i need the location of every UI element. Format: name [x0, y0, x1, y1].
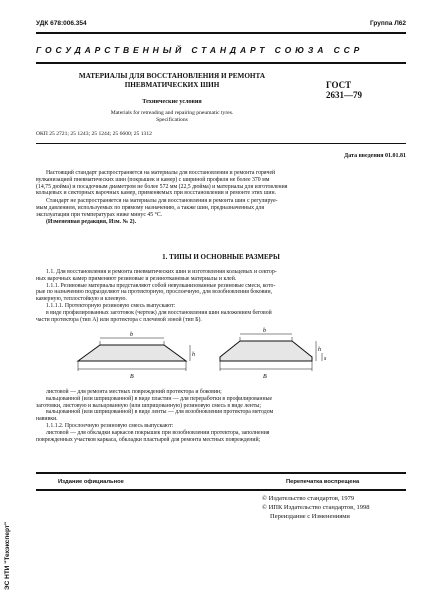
- text-line: заготовки, листовую и вальцованную (или шприцованную) резиновую смесь в виде ленты;: [36, 402, 261, 409]
- text-line: навивки.: [36, 416, 58, 423]
- document-subtitle: Технические условия: [142, 98, 202, 105]
- title-line-2: ПНЕВМАТИЧЕСКИХ ШИН: [124, 81, 220, 89]
- text-line: Настоящий стандарт распространяется на материалы для восстановления и ремонта горячей: [46, 170, 276, 176]
- footer-rule-lower: [36, 489, 406, 491]
- okp-codes: ОКП 25 2721; 25 1243; 25 1244; 25 6600; 25 1312: [36, 131, 152, 137]
- text-line: Стандарт не распространяется на материалы для восстановления и ремонта шин с регулируе-: [46, 198, 278, 204]
- dimension-label: s: [324, 356, 327, 362]
- state-standard-banner: ГОСУДАРСТВЕННЫЙ СТАНДАРТ СОЮЗА ССР: [36, 45, 364, 55]
- text-line: (14,75 дюйма) и посадочным диаметром не более 572 мм (22,5 дюйма) и материалы для изготовления: [36, 183, 288, 190]
- dimension-label: B: [130, 374, 134, 380]
- copyright-1979: © Издательство стандартов, 1979: [262, 495, 355, 502]
- text-line: ных варочных камер применяют резиновые и резинотканевые материалы и клей.: [36, 275, 237, 282]
- dimension-label: B: [263, 374, 267, 380]
- document-title: [62, 72, 282, 90]
- text-line: поврежденных участков каркаса, обкладки пластырей для ремонта местных повреждений;: [36, 436, 261, 443]
- dimension-label: b: [130, 332, 133, 338]
- section-text-before-figure: [36, 269, 406, 323]
- text-line: рые по назначению подразделяют на протекторную, прослоечную, для возобновления боковин,: [36, 289, 272, 296]
- footer-rule: [36, 472, 406, 474]
- text-line: листовой — для ремонта местных повреждений протектора и боковин;: [46, 389, 222, 395]
- tread-profile-type-b: [220, 328, 327, 380]
- title-line-1: МАТЕРИАЛЫ ДЛЯ ВОССТАНОВЛЕНИЯ И РЕМОНТА: [78, 72, 266, 80]
- effective-date: Дата введения 01.01.81: [344, 153, 406, 159]
- intro-paragraph-1: [36, 170, 406, 197]
- text-line: вулканизацией пневматических шин (покрышек и камер) с шириной профиля не более 370 мм: [36, 176, 270, 183]
- tread-profile-type-a: [78, 332, 195, 380]
- text-line: камерную, теплостойкую и клеевую.: [36, 296, 127, 303]
- techexpert-sidebar: ЭС НТИ "Техэксперт": [4, 521, 11, 590]
- text-line: эксплуатации при температурах ниже минус 45 °С.: [36, 211, 163, 218]
- section-text-after-figure: [36, 389, 406, 443]
- text-line: 1.1. Для восстановления и ремонта пневматических шин и изготовления кольцевых и сектор-: [46, 269, 277, 275]
- header-rule-top: [36, 32, 406, 34]
- reissue-note: Переиздание с Изменениями: [270, 513, 350, 520]
- tread-profiles-figure: [60, 327, 360, 382]
- okp-rule: [36, 143, 406, 144]
- copyright-1998: © ИПК Издательство стандартов, 1998: [262, 504, 370, 511]
- text-line: 1.1.1. Резиновые материалы представляют собой невулканизованные резиновые смеси, кото-: [46, 282, 276, 289]
- text-line: вальцованной (или шприцованной) в виде ленты — для возобновления протектора методом: [46, 409, 274, 416]
- english-title: [62, 110, 282, 124]
- text-line: кольцевых и секторных варочных камер, применяемых при восстановлении и ремонте этих шин.: [36, 190, 277, 197]
- dimension-label: h: [318, 347, 321, 353]
- gost-code: 2631—79: [326, 90, 362, 100]
- udk-code: УДК 678:006.354: [36, 20, 87, 27]
- intro-paragraph-2: [36, 198, 406, 218]
- official-edition-label: Издание официальное: [58, 479, 124, 485]
- gost-label: ГОСТ: [326, 80, 352, 90]
- text-line: 1.1.1.2. Прослоечную резиновую смесь выпускают:: [46, 422, 174, 429]
- dimension-label: h: [192, 352, 195, 358]
- english-title-line-2: Specifications: [156, 117, 188, 123]
- group-code: Группа Л62: [369, 20, 406, 27]
- reprint-prohibited-label: Перепечатка воспрещена: [286, 479, 360, 485]
- text-line: части протектора (тип А) или протектора с плечевой зоной (тип Б).: [36, 316, 202, 323]
- text-line: листовой — для обкладки каркасов покрышек при возобновлении протектора, заполнения: [46, 429, 270, 436]
- text-line: в виде профилированных заготовок (чертеж) для восстановления шин наложением беговой: [46, 309, 272, 316]
- dimension-label: b: [263, 328, 266, 334]
- text-line: 1.1.1.1. Протекторную резиновую смесь выпускают:: [46, 302, 176, 309]
- header-rule-bottom: [36, 62, 406, 64]
- text-line: вальцованной (или шприцованной) в виде пластин — для переработки в профилированные: [46, 395, 273, 402]
- section-title: 1. ТИПЫ И ОСНОВНЫЕ РАЗМЕРЫ: [162, 253, 280, 261]
- english-title-line-1: Materials for retreading and repairing pneumatic tyres.: [110, 110, 234, 116]
- text-line: мым давлением, используемых по прямому назначению, а также шин, предназначенных для: [36, 204, 265, 211]
- amendment-note: (Измененная редакция, Изм. № 2).: [46, 219, 137, 225]
- gost-number: [326, 80, 362, 100]
